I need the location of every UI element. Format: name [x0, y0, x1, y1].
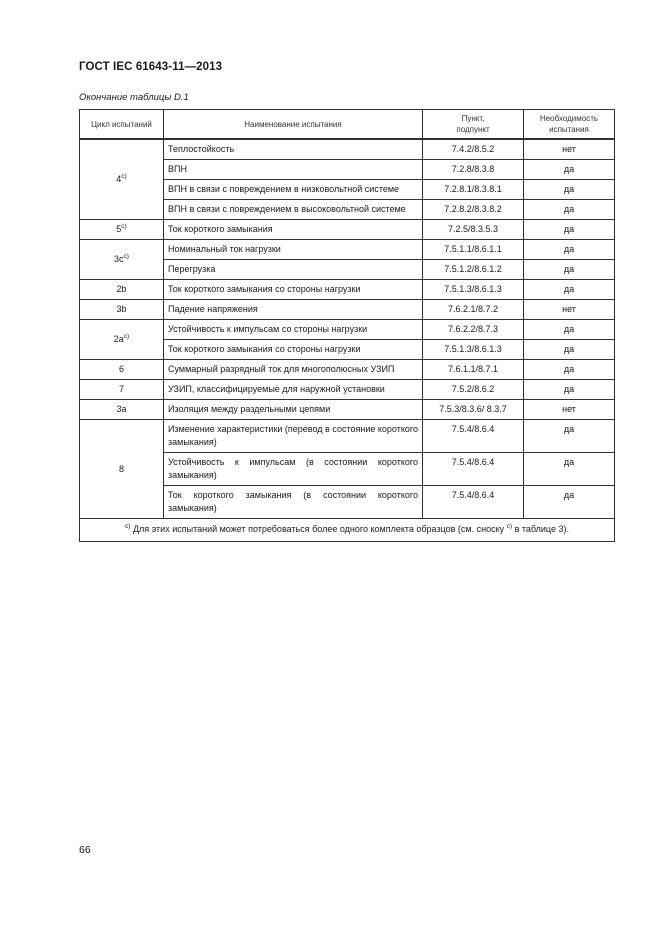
- clause-cell: 7.2.8/8.3.8: [423, 160, 524, 180]
- need-cell: нет: [524, 300, 615, 320]
- table-row: [80, 420, 615, 453]
- table-header-row: [80, 110, 615, 140]
- cycle-cell: [80, 420, 164, 519]
- test-name-cell: ВПН в связи с повреждением в низковольтной системе: [164, 180, 423, 200]
- test-name-cell: Изоляция между раздельными цепями: [164, 400, 423, 420]
- cycle-footnote-marker: c): [121, 223, 127, 230]
- cycle-cell: [80, 280, 164, 300]
- test-name-cell: Теплостойкость: [164, 139, 423, 160]
- clause-cell: 7.6.2.1/8.7.2: [423, 300, 524, 320]
- test-name-cell: Устойчивость к импульсам со стороны нагрузки: [164, 320, 423, 340]
- cycle-label: 6: [118, 364, 124, 374]
- need-cell: да: [524, 160, 615, 180]
- clause-cell: 7.5.1.3/8.6.1.3: [423, 340, 524, 360]
- column-header-cycle: Цикл испытаний: [80, 110, 164, 140]
- need-cell: нет: [524, 400, 615, 420]
- clause-cell: 7.5.4/8.6.4: [423, 486, 524, 519]
- clause-cell: 7.5.1.2/8.6.1.2: [423, 260, 524, 280]
- column-header-clause-line1: Пункт,: [461, 114, 485, 123]
- test-name-cell: Перегрузка: [164, 260, 423, 280]
- clause-cell: 7.5.3/8.3.6/ 8.3.7: [423, 400, 524, 420]
- column-header-need-line2: испытания: [549, 125, 589, 134]
- table-body: [80, 139, 615, 519]
- cycle-footnote-marker: c): [123, 253, 129, 260]
- need-cell: да: [524, 486, 615, 519]
- clause-cell: 7.4.2/8.5.2: [423, 139, 524, 160]
- column-header-name: Наименование испытания: [164, 110, 423, 140]
- table-row: [80, 380, 615, 400]
- table-row: [80, 220, 615, 240]
- need-cell: нет: [524, 139, 615, 160]
- footnote-text: Для этих испытаний может потребоваться более одного комплекта образцов (см. сноску: [132, 524, 505, 534]
- cycle-cell: [80, 360, 164, 380]
- clause-cell: 7.2.8.2/8.3.8.2: [423, 200, 524, 220]
- test-name-cell: Ток короткого замыкания со стороны нагрузки: [164, 340, 423, 360]
- page-number: 66: [79, 844, 91, 856]
- table-row: [80, 320, 615, 340]
- test-name-cell: Номинальный ток нагрузки: [164, 240, 423, 260]
- need-cell: да: [524, 200, 615, 220]
- need-cell: да: [524, 260, 615, 280]
- clause-cell: 7.5.1.3/8.6.1.3: [423, 280, 524, 300]
- need-cell: да: [524, 220, 615, 240]
- clause-cell: 7.6.2.2/8.7.3: [423, 320, 524, 340]
- need-cell: да: [524, 420, 615, 453]
- footnote-tail: в таблице 3).: [514, 524, 569, 534]
- test-name-cell: Ток короткого замыкания (в состоянии короткого замыкания): [164, 486, 423, 519]
- need-cell: да: [524, 340, 615, 360]
- cycle-label: 3b: [116, 304, 127, 314]
- test-name-cell: Ток короткого замыкания: [164, 220, 423, 240]
- cycle-label: 2a: [113, 334, 124, 344]
- table-row: [80, 300, 615, 320]
- test-name-cell: Падение напряжения: [164, 300, 423, 320]
- test-table: [79, 109, 615, 542]
- need-cell: да: [524, 280, 615, 300]
- table-row: [80, 360, 615, 380]
- cycle-cell: [80, 139, 164, 220]
- cycle-label: 7: [118, 384, 124, 394]
- need-cell: да: [524, 453, 615, 486]
- cycle-footnote-marker: c): [123, 333, 130, 340]
- test-name-cell: ВПН в связи с повреждением в высоковольтной системе: [164, 200, 423, 220]
- need-cell: да: [524, 180, 615, 200]
- column-header-need-line1: Необходимость: [539, 114, 599, 123]
- clause-cell: 7.2.5/8.3.5.3: [423, 220, 524, 240]
- cycle-label: 5: [116, 224, 122, 234]
- cycle-cell: [80, 240, 164, 280]
- document-header: ГОСТ IEC 61643-11—2013: [79, 61, 223, 73]
- table-row: [80, 400, 615, 420]
- clause-cell: 7.6.1.1/8.7.1: [423, 360, 524, 380]
- cycle-footnote-marker: c): [121, 173, 127, 180]
- clause-cell: 7.5.4/8.6.4: [423, 453, 524, 486]
- clause-cell: 7.5.4/8.6.4: [423, 420, 524, 453]
- test-name-cell: ВПН: [164, 160, 423, 180]
- cycle-cell: [80, 400, 164, 420]
- clause-cell: 7.2.8.1/8.3.8.1: [423, 180, 524, 200]
- footnote-ref-marker: c): [506, 523, 513, 530]
- footnote-row: [80, 519, 615, 542]
- cycle-cell: [80, 320, 164, 360]
- test-name-cell: Ток короткого замыкания со стороны нагрузки: [164, 280, 423, 300]
- column-header-need: [524, 110, 615, 140]
- need-cell: да: [524, 320, 615, 340]
- footnote-marker: c): [125, 523, 131, 530]
- need-cell: да: [524, 360, 615, 380]
- column-header-clause-line2: подпункт: [456, 125, 490, 134]
- cycle-label: 3c: [114, 254, 124, 264]
- clause-cell: 7.5.2/8.6.2: [423, 380, 524, 400]
- footnote-cell: [80, 519, 615, 542]
- cycle-cell: [80, 380, 164, 400]
- cycle-label: 4: [116, 174, 122, 184]
- test-name-cell: Суммарный разрядный ток для многополюсных УЗИП: [164, 360, 423, 380]
- test-name-cell: Изменение характеристики (перевод в состояние короткого замыкания): [164, 420, 423, 453]
- clause-cell: 7.5.1.1/8.6.1.1: [423, 240, 524, 260]
- test-name-cell: Устойчивость к импульсам (в состоянии короткого замыкания): [164, 453, 423, 486]
- cycle-label: 8: [118, 463, 124, 474]
- table-caption: Окончание таблицы D.1: [79, 92, 189, 103]
- table-row: [80, 139, 615, 160]
- column-header-clause: [423, 110, 524, 140]
- cycle-cell: [80, 300, 164, 320]
- table-row: [80, 240, 615, 260]
- need-cell: да: [524, 380, 615, 400]
- cycle-label: 2b: [116, 284, 127, 294]
- cycle-cell: [80, 220, 164, 240]
- test-name-cell: УЗИП, классифицируемые для наружной установки: [164, 380, 423, 400]
- need-cell: да: [524, 240, 615, 260]
- cycle-label: 3a: [116, 404, 127, 414]
- table-row: [80, 280, 615, 300]
